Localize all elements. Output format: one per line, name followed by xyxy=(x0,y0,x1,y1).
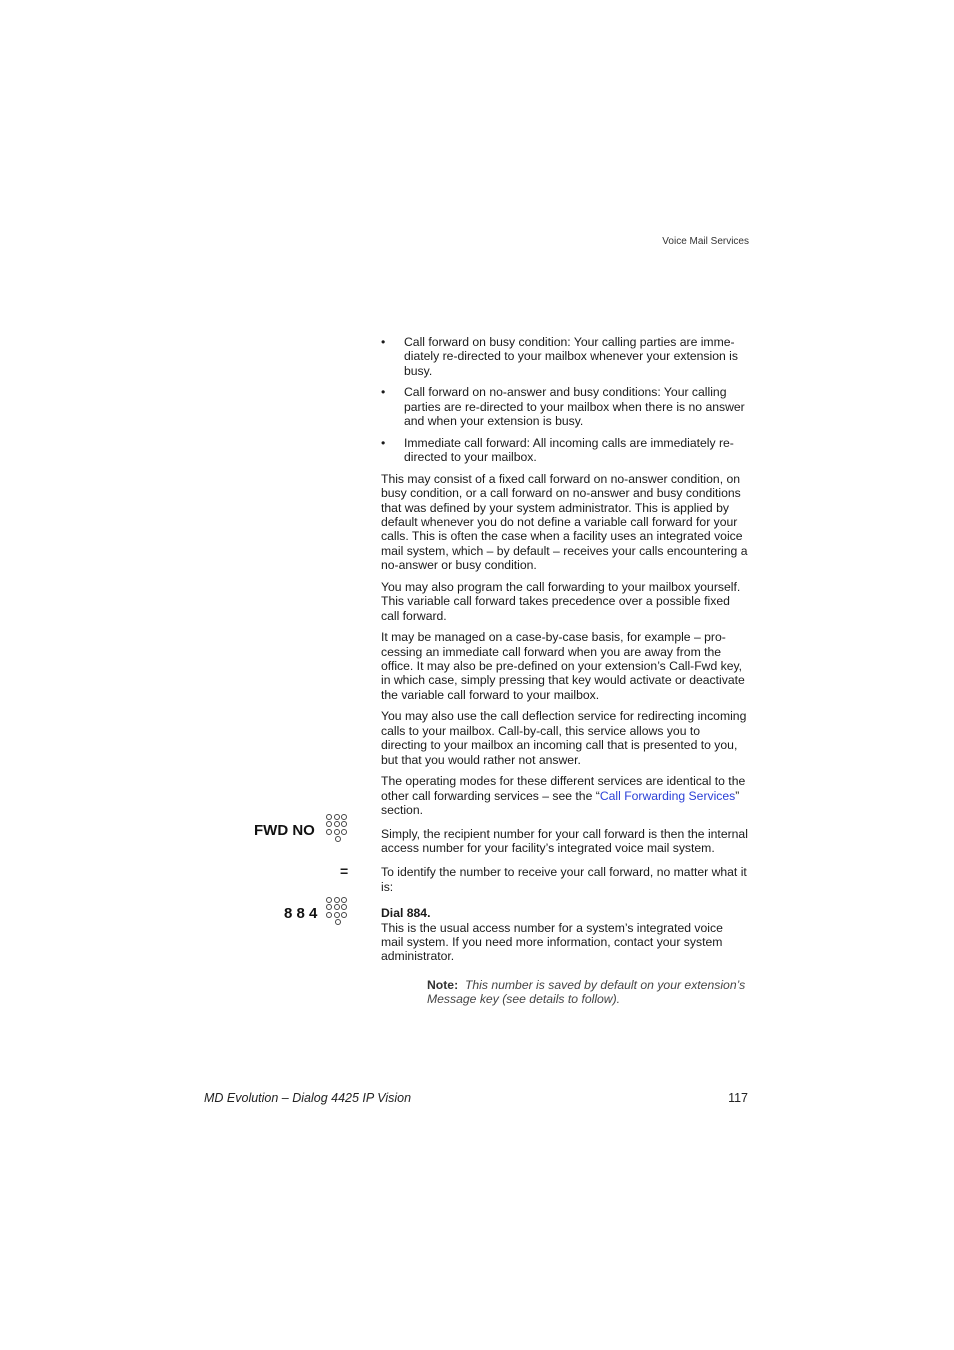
call-forwarding-services-link[interactable]: Call Forwarding Services xyxy=(599,788,736,803)
dial-description: This is the usual access number for a system’s integrated voice mail system. If you need more information, contact your system administrator. xyxy=(381,920,723,964)
list-item: • Call forward on busy condition: Your calling parties are imme-diately re-directed to your mailbox whenever your extension is busy. xyxy=(381,335,738,378)
list-item: • Immediate call forward: All incoming calls are immediately re-directed to your mailbox. xyxy=(381,435,734,465)
footer-title: MD Evolution – Dialog 4425 IP Vision xyxy=(204,1091,412,1105)
dial-title: Dial 884. xyxy=(381,906,431,921)
note-label: Note: xyxy=(427,977,459,992)
keypad-icon xyxy=(326,814,350,843)
page-number: 117 xyxy=(728,1091,748,1105)
running-header: Voice Mail Services xyxy=(662,236,749,247)
dial-884-key-label: 8 8 4 xyxy=(284,905,318,922)
identify-number-description: To identify the number to receive your call forward, no matter what it is: xyxy=(381,865,747,894)
paragraph-operating-modes: The operating modes for these different services are identical to the other call forwarding services – see the “Call Forwarding Services” section. xyxy=(381,774,746,818)
paragraph-fixed-forward: This may consist of a fixed call forward on no-answer condition, on busy condition, or a call forward on no-answer and busy conditions that was defined by your system administrator. This is applied by default whenever you do not define a variable call forward for your calls. This is often the case when a facility uses an integrated voice mail system, which – by default – receives your calls encountering a no-answer or busy condition. xyxy=(381,471,748,573)
list-item: • Call forward on no-answer and busy conditions: Your calling parties are re-directed to your mailbox when there is no answer and when your extension is busy. xyxy=(381,385,745,429)
bullet-icon: • xyxy=(381,435,386,450)
note xyxy=(427,978,748,1007)
fwd-no-description: Simply, the recipient number for your call forward is then the internal access number for your facility’s integrated voice mail system. xyxy=(381,826,748,855)
equals-label: = xyxy=(340,863,349,879)
note-text: This number is saved by default on your extension’s Message key (see details to follow). xyxy=(427,977,746,1007)
main-content xyxy=(381,335,748,1007)
paragraph-case-by-case: It may be managed on a case-by-case basis, for example – pro-cessing an immediate call forward when you are away from the office. It may also be pre-defined on your extension’s Call-Fwd key, in which case, simply pressing that key would activate or deactivate the variable call forward to your mailbox. xyxy=(381,630,745,702)
dial-step xyxy=(381,906,748,964)
bullet-icon: • xyxy=(381,335,386,349)
paragraph-program-forward: You may also program the call forwarding to your mailbox yourself. This variable call forward takes precedence over a possible fixed call forward. xyxy=(381,579,741,623)
paragraph-call-deflection: You may also use the call deflection service for redirecting incoming calls to your mailbox. Call-by-call, this service allows you to directing to your mailbox an incoming call that is presented to you, but that you would rather not answer. xyxy=(381,709,747,767)
keypad-icon xyxy=(326,897,350,926)
bullet-icon: • xyxy=(381,385,386,400)
forward-types-list xyxy=(381,335,748,465)
fwd-no-key-label: FWD NO xyxy=(254,822,315,839)
